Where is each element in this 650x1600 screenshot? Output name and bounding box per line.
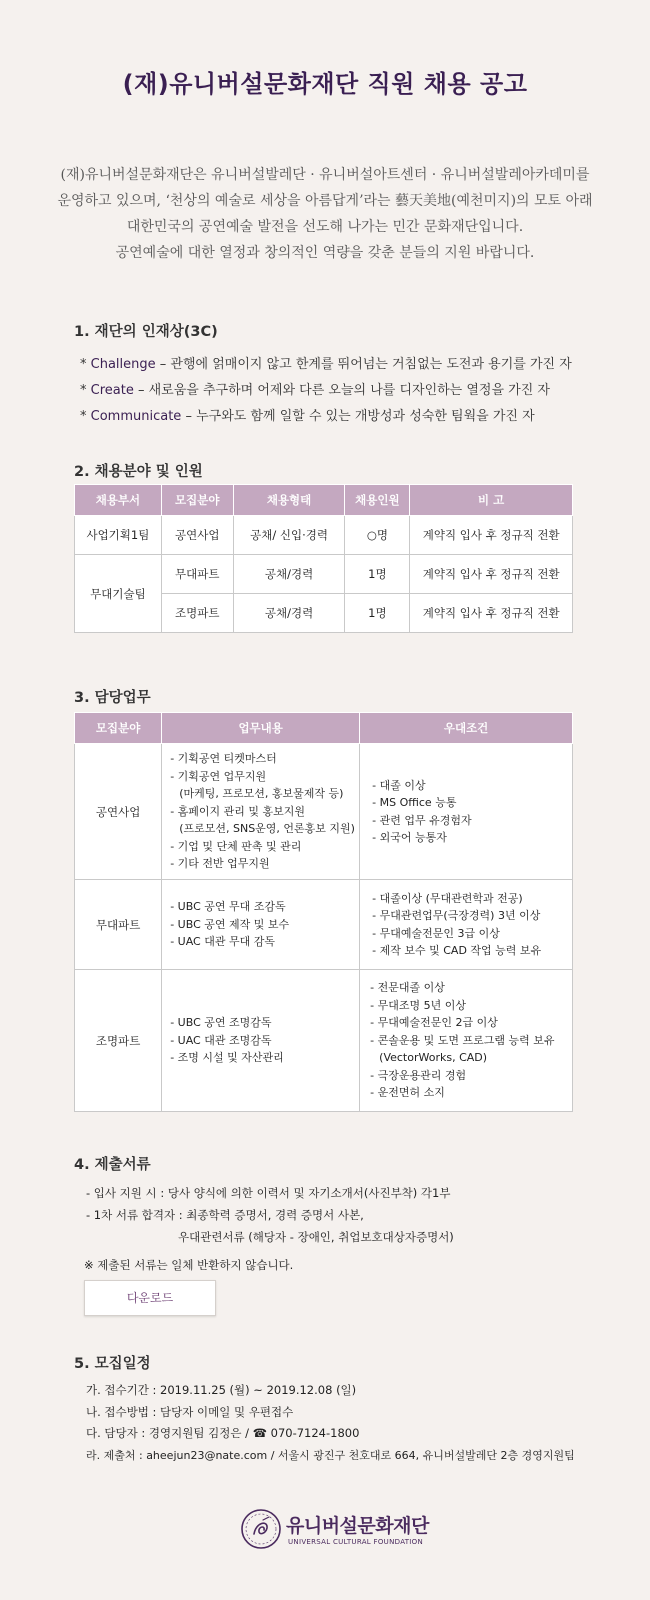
column-header: 모집분야 (161, 485, 233, 516)
documents-list (86, 1182, 454, 1276)
duties-table (74, 712, 573, 1112)
column-header: 비 고 (410, 485, 573, 516)
pref-line: - 무대관련업무(극장경력) 3년 이상 (372, 909, 541, 922)
talent-text: – 누구와도 함께 일할 수 있는 개방성과 성숙한 팀웍을 가진 자 (181, 409, 535, 424)
field-cell: 공연사업 (161, 516, 233, 555)
field-cell: 조명파트 (75, 970, 162, 1112)
pref-line: - 무대조명 5년 이상 (370, 998, 466, 1012)
bullet: * (80, 357, 91, 372)
pref-line: - 운전면허 소지 (370, 1086, 445, 1100)
note-cell: 계약직 입사 후 정규직 전환 (410, 594, 573, 633)
column-header: 업무내용 (162, 713, 360, 744)
pref-line: - MS Office 능통 (372, 796, 457, 809)
duty-line: (마케팅, 프로모션, 홍보물제작 등) (179, 787, 344, 801)
duty-line: - 기획공연 티켓마스터 (170, 752, 277, 766)
document-line: - 입사 지원 시 : 당사 양식에 의한 이력서 및 자기소개서(사진부착) 각1부 (86, 1186, 451, 1200)
download-button[interactable]: 다운로드 (84, 1280, 216, 1316)
count-cell: 1명 (345, 555, 410, 594)
section3-heading: 3. 담당업무 (74, 690, 151, 706)
talent-text: – 새로움을 추구하며 어제와 다른 오늘의 나를 디자인하는 열정을 가진 자 (133, 383, 550, 398)
duties-cell (162, 744, 360, 880)
duty-line: - 홈페이지 관리 및 홍보지원 (170, 804, 306, 818)
logo-english-name: UNIVERSAL CULTURAL FOUNDATION (288, 1538, 424, 1546)
bullet: * (80, 409, 91, 424)
intro-line: 대한민국의 공연예술 발전을 선도해 나가는 민간 문화재단입니다. (126, 219, 524, 235)
talent-item (80, 352, 620, 378)
foundation-logo (240, 1508, 440, 1554)
section5-heading: 5. 모집일정 (74, 1356, 151, 1372)
field-cell: 공연사업 (75, 744, 162, 880)
type-cell: 공채/경력 (233, 594, 345, 633)
pref-line: - 전문대졸 이상 (370, 981, 445, 995)
note-cell: 계약직 입사 후 정규직 전환 (410, 555, 573, 594)
pref-line: (VectorWorks, CAD) (379, 1051, 488, 1065)
talent-keyword: Challenge (90, 357, 156, 372)
intro-line: 운영하고 있으며, ‘천상의 예술로 세상을 아름답게’라는 藝天美地(예천미지)의 모토 아래 (57, 193, 593, 209)
document-line-text: 우대관련서류 (해당자 - 장애인, 취업보호대상자증명서) (178, 1230, 454, 1244)
schedule-list (86, 1380, 575, 1466)
duty-line: - 기타 전반 업무지원 (170, 857, 270, 871)
table-header-row (75, 485, 573, 516)
section1-heading: 1. 재단의 인재상(3C) (74, 324, 218, 340)
talent-keyword: Create (90, 383, 134, 398)
section2-heading: 2. 채용분야 및 인원 (74, 464, 203, 480)
column-header: 채용형태 (233, 485, 345, 516)
talent-item (80, 404, 620, 430)
return-notice: ※ 제출된 서류는 일체 반환하지 않습니다. (84, 1258, 294, 1272)
talent-item (80, 378, 620, 404)
table-row (75, 516, 573, 555)
duty-line: - 기획공연 업무지원 (170, 769, 267, 783)
section4-heading: 4. 제출서류 (74, 1157, 151, 1173)
duty-line: - UAC 대관 무대 감독 (170, 935, 275, 949)
dept-cell: 무대기술팀 (75, 555, 162, 633)
document-line (86, 1226, 454, 1248)
count-cell: ○명 (345, 516, 410, 555)
pref-line: - 무대예술전문인 2급 이상 (370, 1016, 498, 1030)
pref-line: - 대졸이상 (무대관련학과 전공) (372, 891, 523, 905)
pref-line: - 제작 보수 및 CAD 작업 능력 보유 (372, 944, 542, 957)
talent-keyword: Communicate (90, 409, 182, 424)
duty-line: - UBC 공연 조명감독 (170, 1016, 272, 1030)
duties-cell (162, 880, 360, 970)
type-cell: 공채/ 신입·경력 (233, 516, 345, 555)
schedule-line: 다. 담당자 : 경영지원팀 김정은 / ☎ 070-7124-1800 (86, 1426, 360, 1440)
duty-line: - UAC 대관 조명감독 (170, 1033, 272, 1047)
schedule-line: 라. 제출처 : aheejun23@nate.com / 서울시 광진구 천호대로 664, 유니버설발레단 2층 경영지원팀 (86, 1448, 575, 1462)
pref-line: - 콘솔운용 및 도면 프로그램 능력 보유 (370, 1033, 555, 1047)
pref-line: - 외국어 능통자 (372, 831, 447, 844)
prefs-cell (360, 880, 573, 970)
schedule-line: 나. 접수방법 : 담당자 이메일 및 우편접수 (86, 1404, 294, 1419)
column-header: 채용인원 (345, 485, 410, 516)
table-row (75, 555, 573, 594)
talent-text: – 관행에 얽매이지 않고 한계를 뛰어넘는 거침없는 도전과 용기를 가진 자 (155, 357, 572, 372)
field-cell: 무대파트 (75, 880, 162, 970)
duty-line: - UBC 공연 무대 조감독 (170, 900, 286, 914)
column-header: 채용부서 (75, 485, 162, 516)
field-cell: 조명파트 (161, 594, 233, 633)
logo-korean-name: 유니버설문화재단 (286, 1515, 429, 1537)
column-header: 우대조건 (360, 713, 573, 744)
talent-list (80, 352, 620, 430)
table-header-row (75, 713, 573, 744)
pref-line: - 대졸 이상 (372, 778, 426, 792)
prefs-cell (360, 744, 573, 880)
pref-line: - 극장운용관리 경험 (370, 1068, 467, 1082)
intro-line: (재)유니버설문화재단은 유니버설발레단 · 유니버설아트센터 · 유니버설발레아카데미를 (60, 167, 590, 183)
intro-line: 공연예술에 대한 열정과 창의적인 역량을 갖춘 분들의 지원 바랍니다. (115, 245, 535, 261)
bullet: * (80, 383, 91, 398)
duty-line: - 조명 시설 및 자산관리 (170, 1051, 284, 1065)
pref-line: - 관련 업무 유경험자 (372, 813, 472, 827)
type-cell: 공채/경력 (233, 555, 345, 594)
positions-table (74, 484, 573, 633)
pref-line: - 무대예술전문인 3급 이상 (372, 926, 500, 940)
note-cell: 계약직 입사 후 정규직 전환 (410, 516, 573, 555)
intro-paragraph (40, 162, 610, 266)
table-row (75, 744, 573, 880)
column-header: 모집분야 (75, 713, 162, 744)
table-row (75, 970, 573, 1112)
table-row (75, 880, 573, 970)
prefs-cell (360, 970, 573, 1112)
dept-cell: 사업기획1팀 (75, 516, 162, 555)
document-line: - 1차 서류 합격자 : 최종학력 증명서, 경력 증명서 사본, (86, 1208, 364, 1222)
duty-line: - UBC 공연 제작 및 보수 (170, 917, 290, 931)
count-cell: 1명 (345, 594, 410, 633)
schedule-line: 가. 접수기간 : 2019.11.25 (월) ~ 2019.12.08 (일) (86, 1383, 357, 1397)
page-title: (재)유니버설문화재단 직원 채용 공고 (122, 70, 528, 98)
foundation-emblem-icon (240, 1508, 282, 1550)
duty-line: - 기업 및 단체 판촉 및 관리 (170, 839, 302, 853)
field-cell: 무대파트 (161, 555, 233, 594)
duty-line: (프로모션, SNS운영, 언론홍보 지원) (179, 822, 355, 836)
duties-cell (162, 970, 360, 1112)
